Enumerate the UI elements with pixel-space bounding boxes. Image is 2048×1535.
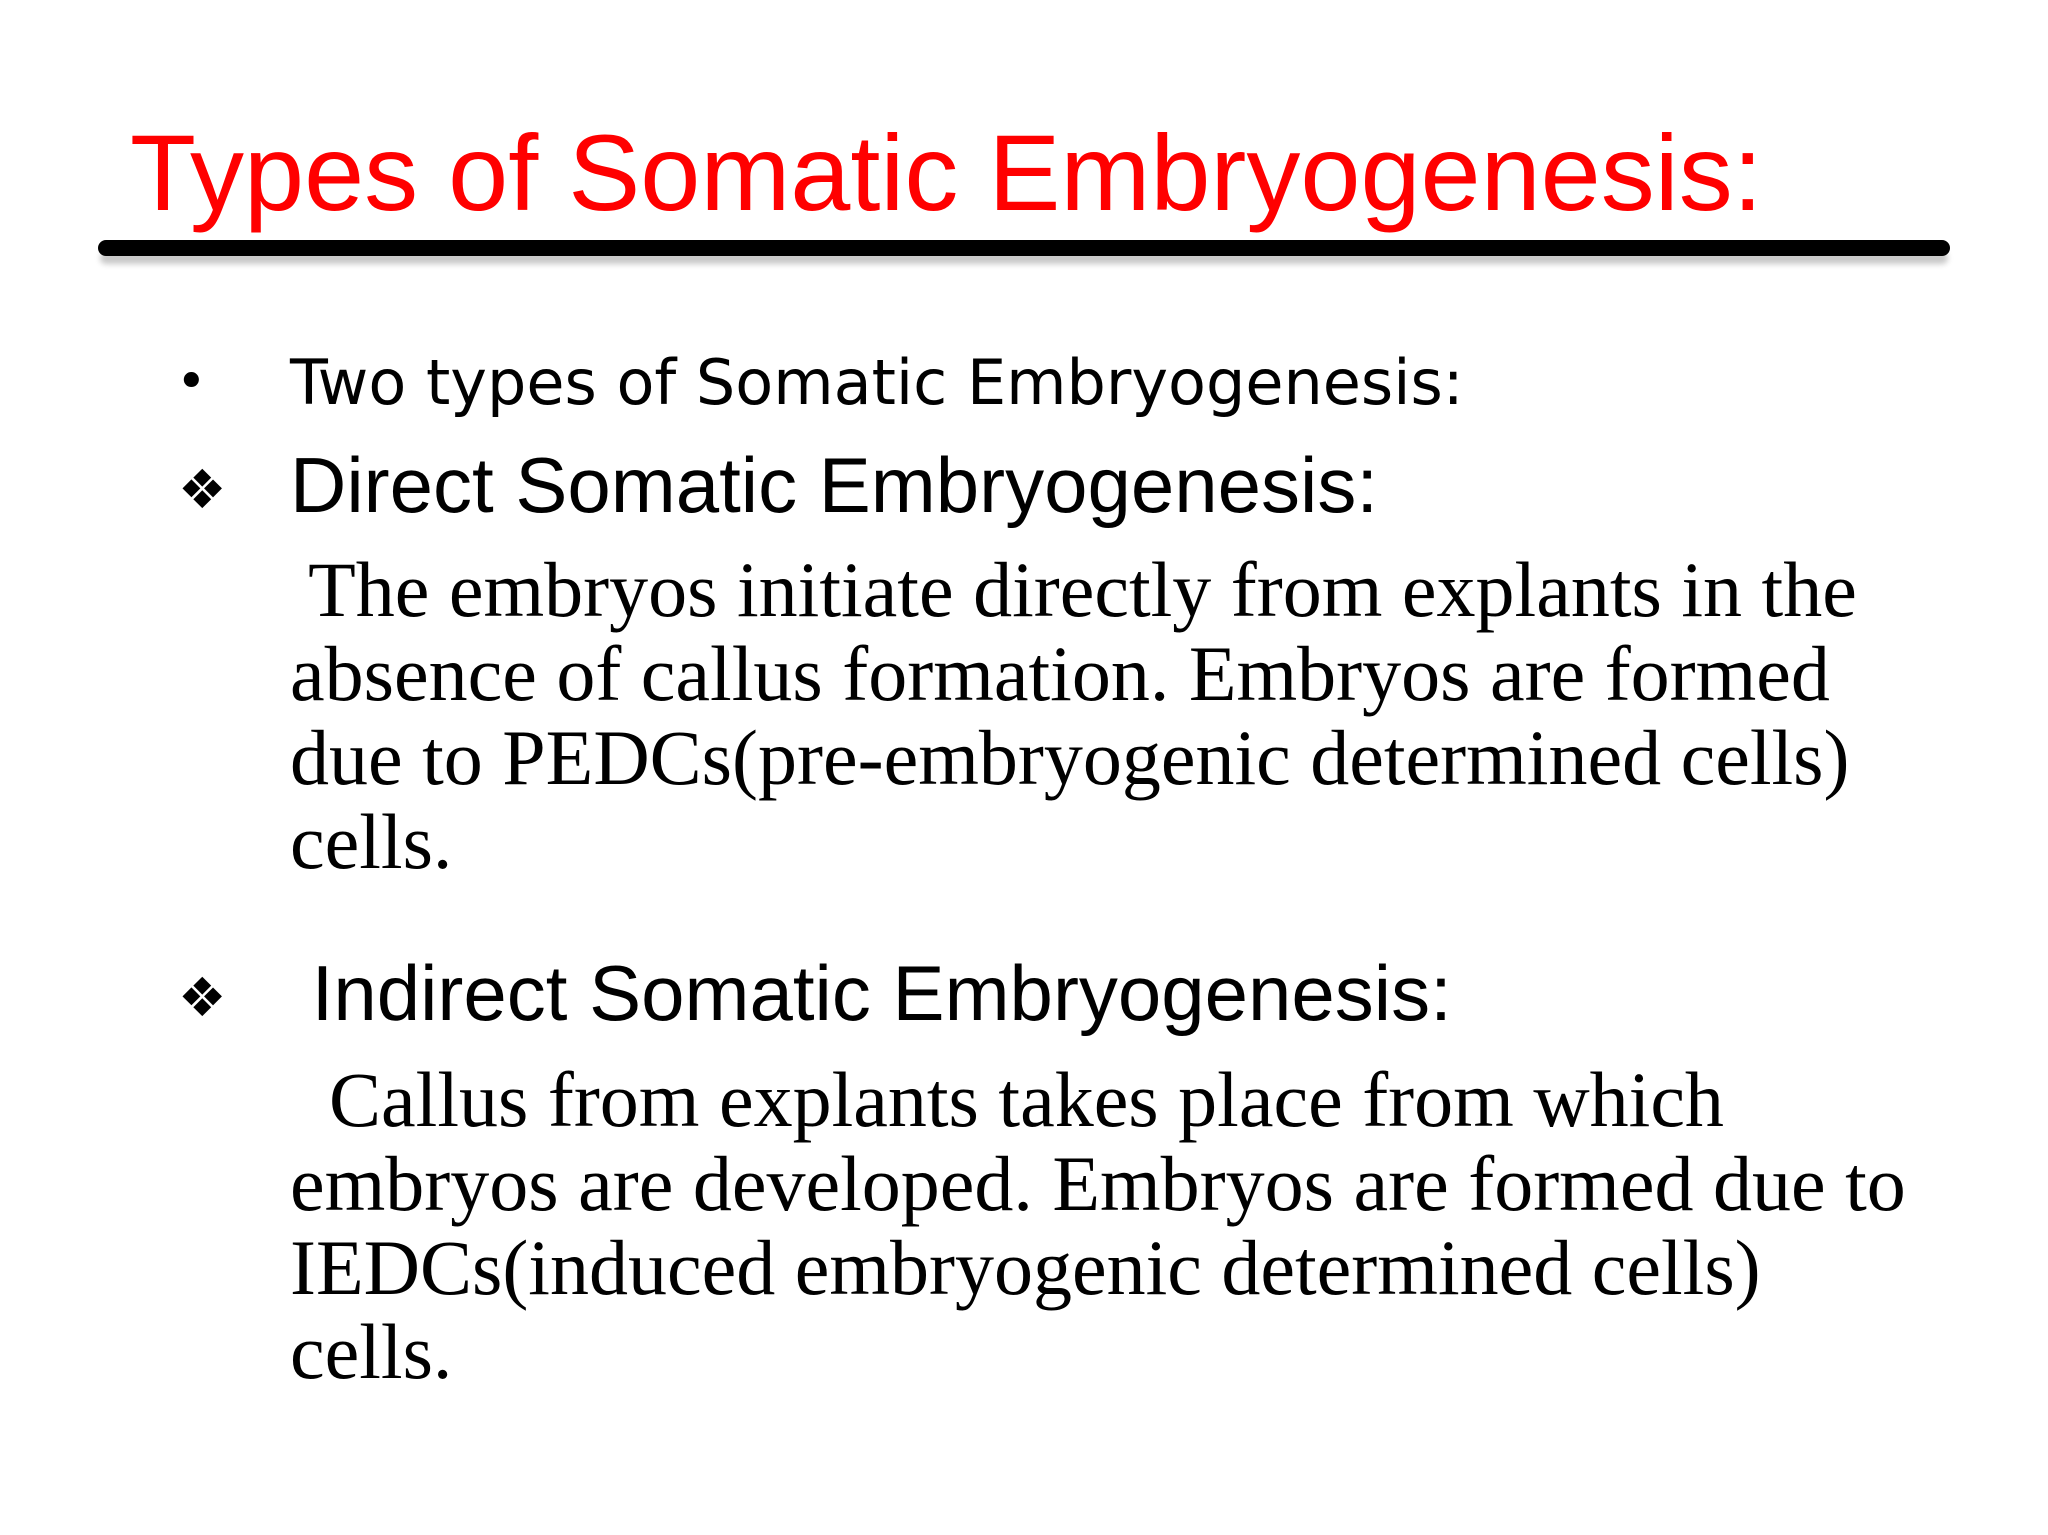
section-heading-direct: Direct Somatic Embryogenesis: <box>290 441 1379 529</box>
intro-text: Two types of Somatic Embryogenesis: <box>290 346 1464 419</box>
diamond-bullet-icon: ❖ <box>178 458 227 521</box>
title-divider <box>98 240 1950 256</box>
body-line: absence of callus formation. Embryos are formed <box>290 630 1830 717</box>
bullet-dot-icon: • <box>176 352 207 412</box>
section-body-indirect <box>290 1058 1950 1394</box>
body-line: cells. <box>290 798 453 885</box>
body-line: IEDCs(induced embryogenic determined cells) <box>290 1224 1761 1311</box>
body-line: Callus from explants takes place from which <box>290 1056 1724 1143</box>
body-line: due to PEDCs(pre-embryogenic determined cells) <box>290 714 1850 801</box>
body-line: cells. <box>290 1308 453 1395</box>
body-line: embryos are developed. Embryos are formed due to <box>290 1140 1906 1227</box>
diamond-bullet-icon: ❖ <box>178 966 227 1029</box>
slide-title: Types of Somatic Embryogenesis: <box>130 112 1763 233</box>
section-heading-indirect: Indirect Somatic Embryogenesis: <box>290 949 1452 1037</box>
section-body-direct <box>290 548 1950 884</box>
body-line: The embryos initiate directly from explants in the <box>290 546 1857 633</box>
